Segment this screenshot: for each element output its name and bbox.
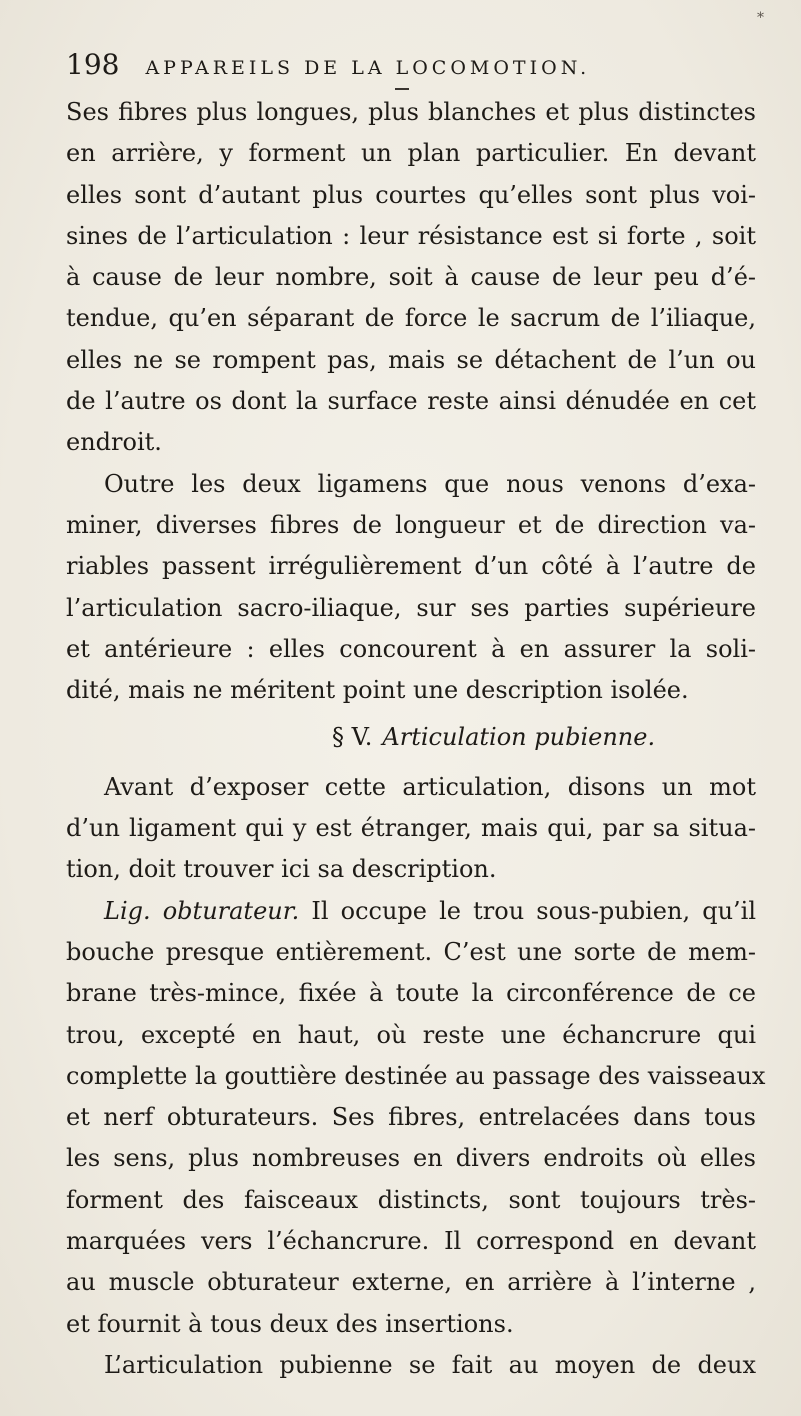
entry-text: Il occupe le trou sous-pubien, qu’il xyxy=(311,896,756,925)
text-line: d’un ligament qui y est étranger, mais qui, par sa situa- xyxy=(66,814,756,843)
text-line: tendue, qu’en séparant de force le sacrum de l’iliaque, xyxy=(66,304,756,333)
entry-label: Lig. obturateur. xyxy=(104,896,300,925)
text-line: Avant d’exposer cette articulation, disons un mot xyxy=(104,772,756,801)
text-line: les sens, plus nombreuses en divers endroits où elles xyxy=(66,1144,756,1173)
paragraph-4 xyxy=(66,891,766,1345)
text-line: et fournit à tous deux des insertions. xyxy=(66,1309,514,1338)
text-line: Ses fibres plus longues, plus blanches et plus distinctes xyxy=(66,98,756,126)
body-text xyxy=(66,92,766,1386)
text-line: marquées vers l’échancrure. Il correspond en devant xyxy=(66,1227,756,1256)
running-head xyxy=(66,48,746,81)
text-line: elles ne se rompent pas, mais se détachent de l’un ou xyxy=(66,345,756,374)
text-line: dité, mais ne méritent point une description isolée. xyxy=(66,676,689,705)
running-title: APPAREILS DE LA LOCOMOTION. xyxy=(145,57,591,79)
text-line: à cause de leur nombre, soit à cause de leur peu d’é- xyxy=(66,263,756,292)
section-number: § V. xyxy=(332,723,373,752)
text-line: riables passent irrégulièrement d’un côté à l’autre de xyxy=(66,552,756,581)
text-line: forment des faisceaux distincts, sont toujours très- xyxy=(66,1185,756,1214)
text-line: en arrière, y forment un plan particulier. En devant xyxy=(66,139,756,168)
text-line: tion, doit trouver ici sa description. xyxy=(66,855,497,884)
text-line: complette la gouttière destinée au passage des vaisseaux xyxy=(66,1061,766,1090)
text-line: L’articulation pubienne se fait au moyen de deux xyxy=(104,1350,756,1379)
text-line: trou, excepté en haut, où reste une échancrure qui xyxy=(66,1020,756,1049)
text-line: Outre les deux ligamens que nous venons d’exa- xyxy=(104,469,756,498)
text-line: l’articulation sacro-iliaque, sur ses parties supérieure xyxy=(66,593,756,622)
text-line xyxy=(66,891,756,932)
paragraph-5 xyxy=(66,1345,756,1386)
margin-mark: * xyxy=(757,10,764,26)
paragraph-3 xyxy=(66,767,756,891)
text-line: sines de l’articulation : leur résistance est si forte , soit xyxy=(66,221,756,250)
text-line: bouche presque entièrement. C’est une sorte de mem- xyxy=(66,937,756,966)
text-line: brane très-mince, fixée à toute la circonférence de ce xyxy=(66,979,756,1008)
text-line: au muscle obturateur externe, en arrière à l’interne , xyxy=(66,1268,756,1297)
text-line: endroit. xyxy=(66,428,162,457)
text-line: et antérieure : elles concourent à en assurer la soli- xyxy=(66,634,756,663)
page-number: 198 xyxy=(66,48,120,81)
text-line: et nerf obturateurs. Ses fibres, entrelacées dans tous xyxy=(66,1103,756,1132)
section-heading xyxy=(66,717,756,758)
header-rule xyxy=(395,88,409,90)
paragraph-1 xyxy=(66,92,756,464)
text-line: de l’autre os dont la surface reste ainsi dénudée en cet xyxy=(66,387,756,416)
paragraph-2 xyxy=(66,464,756,712)
text-line: miner, diverses fibres de longueur et de direction va- xyxy=(66,510,756,539)
text-line: elles sont d’autant plus courtes qu’elles sont plus voi- xyxy=(66,180,756,209)
section-title: Articulation pubienne. xyxy=(382,723,656,752)
